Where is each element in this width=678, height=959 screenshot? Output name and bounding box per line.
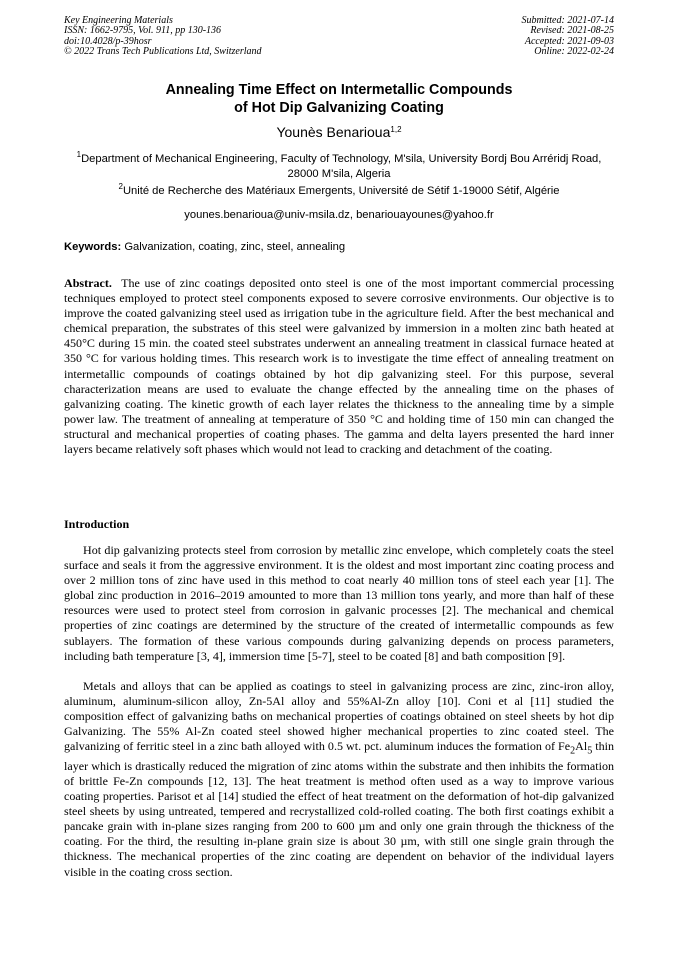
formula-al: Al bbox=[575, 739, 588, 754]
abstract-paragraph bbox=[64, 276, 614, 457]
title-line-2: of Hot Dip Galvanizing Coating bbox=[234, 100, 444, 116]
paper-title bbox=[64, 81, 614, 117]
introduction-paragraph-2 bbox=[64, 679, 614, 880]
abstract-label: Abstract. bbox=[64, 276, 112, 290]
introduction-heading: Introduction bbox=[64, 517, 130, 531]
affiliation-1 bbox=[64, 152, 614, 182]
title-line-1: Annealing Time Effect on Intermetallic Compounds bbox=[165, 82, 513, 98]
online-date: Online: 2022-02-24 bbox=[534, 46, 614, 58]
formula-sub-2: 5 bbox=[587, 745, 593, 757]
keywords-label: Keywords: bbox=[64, 241, 122, 253]
abstract-text: The use of zinc coatings deposited onto steel is one of the most important commercial processing techniques employed to protect steel components exposed to severe corrosive environments. Our objective is to improve the coated galvanizing steel used as irrigation tube in the agriculture field. After the best mechanical and chemical preparation, the substrates of this steel were galvanized by immersion in a molten zinc bath heated at 450°C during 15 min. the coated steel substrates underwent an annealing treatment in classical furnace heated at 350 °C for various holding times. This research work is to investigate the time effect of annealing treatment on intermetallic compounds of coatings obtained by hot dip galvanizing steel. For this purpose, several characterization means are used to evaluate the change effected by the annealing time on the phases of galvanizing coating. The kinetic growth of each layer relates the thickness to the annealing time by a simple power law. The treatment of annealing at temperature of 350 °C and holding time of 150 min can changed the structural and mechanical properties of coating phases. The gamma and delta layers presented the hard inner layers became relatively soft phases which would not lead to cracking and detachment of the coating. bbox=[64, 276, 614, 457]
doi-line: doi:10.4028/p-39hosr bbox=[64, 35, 152, 47]
author-line bbox=[64, 124, 614, 140]
formula-fe: Fe bbox=[558, 739, 571, 754]
keywords-text: Galvanization, coating, zinc, steel, annealing bbox=[124, 241, 346, 253]
submitted-date: Submitted: 2021-07-14 bbox=[521, 15, 614, 26]
publication-dates bbox=[522, 16, 615, 58]
affiliation-2 bbox=[64, 184, 614, 199]
author-name: Younès Benarioua bbox=[276, 124, 391, 140]
journal-name: Key Engineering Materials bbox=[64, 15, 173, 26]
keywords bbox=[64, 240, 345, 255]
affiliation-1-mark: 1 bbox=[76, 150, 82, 159]
affiliation-1-text: Department of Mechanical Engineering, Faculty of Technology, M'sila, University Bordj Bou Arréridj Road, 28000 M'sila, Algeria bbox=[81, 153, 602, 180]
introduction-paragraph-1: Hot dip galvanizing protects steel from corrosion by metallic zinc envelope, which completely coats the steel surface and seals it from the aggressive environment. It is the oldest and most important zinc coating process and over 2 million tons of zinc have used in this method to coat nearly 40 million tons of steel each year [1]. The global zinc production in 2016–2019 amounted to more than 13 million tons yearly, and more than half of these resources were used to protect steel from corrosion in galvanic processes [2]. The mechanical and chemical properties of zinc coatings are determined by the structure of the created of intermetallic compounds as few sublayers. The formation of these various compounds during galvanizing depends on process parameters, including bath temperature [3, 4], immersion time [5-7], steel to be coated [8] and bath composition [9]. bbox=[64, 543, 614, 663]
intro-p2-part-b: thin layer which is drastically reduced the migration of zinc atoms within the substrate and then inhibits the formation of brittle Fe-Zn compounds [12, 13]. The heat treatment is method often used as a way to improve various coating properties. Parisot et al [14] studied the effect of heat treatment on the deformation of hot-dip galvanized steel sheets by using untreated, tempered and recrystallized cold-rolled coating. The both first coatings exhibit a pancake grain with in-plane sizes ranging from 200 to 600 µm and only one grain through the thickness of the coating. For the third, the resulting in-plane grain size is about 30 µm, with still one single grain through the thickness. The mechanical properties of the zinc coating are dependent on behavior of the individual layers visible in the coating cross section. bbox=[64, 739, 614, 879]
affiliation-2-text: Unité de Recherche des Matériaux Emergents, Université de Sétif 1-19000 Sétif, Algérie bbox=[122, 185, 560, 197]
copyright-line: © 2022 Trans Tech Publications Ltd, Switzerland bbox=[64, 46, 262, 58]
author-emails[interactable]: younes.benarioua@univ-msila.dz, benariouayounes@yahoo.fr bbox=[184, 209, 494, 221]
formula-sub-1: 2 bbox=[570, 745, 576, 757]
author-affiliation-marks: 1,2 bbox=[390, 125, 402, 134]
intro-p2-part-a: Metals and alloys that can be applied as coatings to steel in galvanizing process are zinc, zinc-iron alloy, aluminum, aluminum-silicon alloy, Zn-5Al alloy and 55%Al-Zn alloy [10]. Coni et al [11] studied the composition effect of galvanizing baths on mechanical properties of coatings obtained on steel sheets by hot dip Galvanizing. The 55% Al-Zn coated steel showed higher mechanical properties to zinc coated steel. The galvanizing of ferritic steel in a zinc bath alloyed with 0.5 wt. pct. aluminum induces the formation of bbox=[64, 679, 614, 754]
revised-date: Revised: 2021-08-25 bbox=[530, 25, 614, 37]
journal-info bbox=[64, 16, 262, 58]
accepted-date: Accepted: 2021-09-03 bbox=[524, 35, 614, 47]
issn-line: ISSN: 1662-9795, Vol. 911, pp 130-136 bbox=[64, 25, 222, 37]
affiliation-2-mark: 2 bbox=[118, 182, 123, 191]
